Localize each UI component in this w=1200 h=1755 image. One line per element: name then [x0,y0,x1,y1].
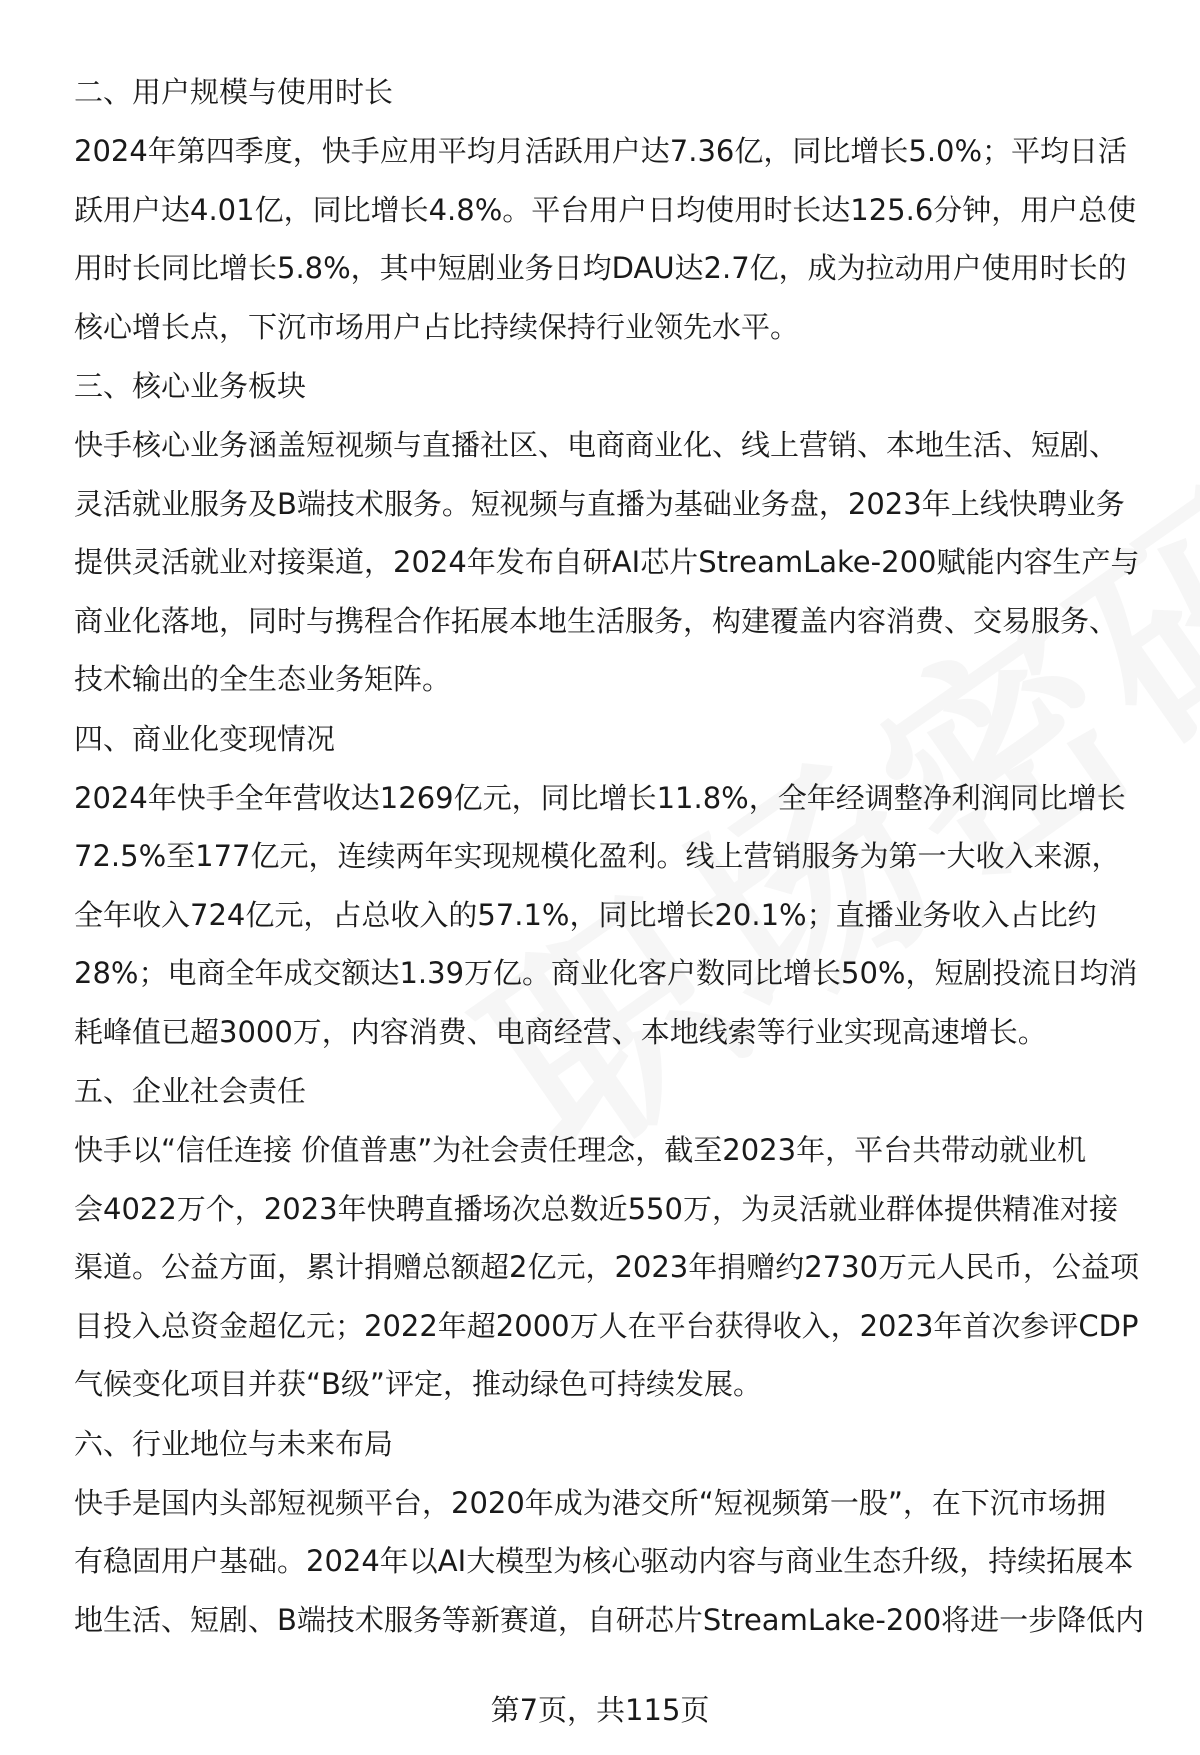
text-line: 2024年快手全年营收达1269亿元，同比增长11.8%，全年经调整净利润同比增长 [74,780,1126,815]
text-line: 气候变化项目并获“B级”评定，推动绿色可持续发展。 [74,1367,762,1401]
text-line: 72.5%至177亿元，连续两年实现规模化盈利。线上营销服务为第一大收入来源， [74,839,1121,873]
section-social-responsibility [74,1061,1154,1414]
section-heading: 三、核心业务板块 [74,369,307,403]
section-heading: 五、企业社会责任 [74,1074,307,1108]
text-line: 商业化落地，同时与携程合作拓展本地生活服务，构建覆盖内容消费、交易服务、 [74,603,1119,638]
text-line: 核心增长点，下沉市场用户占比持续保持行业领先水平。 [74,309,800,344]
text-line: 技术输出的全生态业务矩阵。 [74,662,452,696]
section-industry-position [74,1414,1154,1650]
section-user-scale [74,62,1154,356]
text-line: 快手以“信任连接 价值普惠”为社会责任理念，截至2023年，平台共带动就业机 [74,1133,1087,1167]
section-paragraph [74,1474,1154,1650]
section-paragraph [74,122,1154,356]
section-heading: 二、用户规模与使用时长 [74,75,394,109]
text-line: 地生活、短剧、B端技术服务等新赛道，自研芯片StreamLake-200将进一步降低内 [74,1602,1145,1637]
text-line: 用时长同比增长5.8%，其中短剧业务日均DAU达2.7亿，成为拉动用户使用时长的 [74,251,1127,285]
section-heading: 四、商业化变现情况 [74,721,336,756]
section-heading: 六、行业地位与未来布局 [74,1426,394,1461]
section-monetization [74,709,1154,1062]
document-body [74,62,1154,1649]
text-line: 目投入总资金超亿元；2022年超2000万人在平台获得收入，2023年首次参评CDP [74,1308,1139,1343]
text-line: 耗峰值已超3000万，内容消费、电商经营、本地线索等行业实现高速增长。 [74,1014,1047,1049]
text-line: 有稳固用户基础。2024年以AI大模型为核心驱动内容与商业生态升级，持续拓展本 [74,1544,1134,1578]
text-line: 渠道。公益方面，累计捐赠总额超2亿元，2023年捐赠约2730万元人民币，公益项 [74,1250,1140,1284]
section-paragraph [74,769,1154,1062]
text-line: 快手是国内头部短视频平台，2020年成为港交所“短视频第一股”，在下沉市场拥 [74,1485,1106,1520]
text-line: 28%；电商全年成交额达1.39万亿。商业化客户数同比增长50%，短剧投流日均消 [74,956,1138,990]
text-line: 快手核心业务涵盖短视频与直播社区、电商商业化、线上营销、本地生活、短剧、 [74,428,1119,462]
text-line: 提供灵活就业对接渠道，2024年发布自研AI芯片StreamLake-200赋能内容生产与 [74,545,1140,579]
section-paragraph [74,416,1154,709]
page-number: 第7页，共115页 [490,1693,710,1727]
text-line: 会4022万个，2023年快聘直播场次总数近550万，为灵活就业群体提供精准对接 [74,1191,1118,1226]
text-line: 全年收入724亿元，占总收入的57.1%，同比增长20.1%；直播业务收入占比约 [74,897,1097,932]
section-paragraph [74,1121,1154,1414]
text-line: 灵活就业服务及B端技术服务。短视频与直播为基础业务盘，2023年上线快聘业务 [74,486,1125,521]
section-core-business [74,356,1154,709]
text-line: 2024年第四季度，快手应用平均月活跃用户达7.36亿，同比增长5.0%；平均日活 [74,134,1128,168]
text-line: 跃用户达4.01亿，同比增长4.8%。平台用户日均使用时长达125.6分钟，用户总使 [74,192,1137,227]
